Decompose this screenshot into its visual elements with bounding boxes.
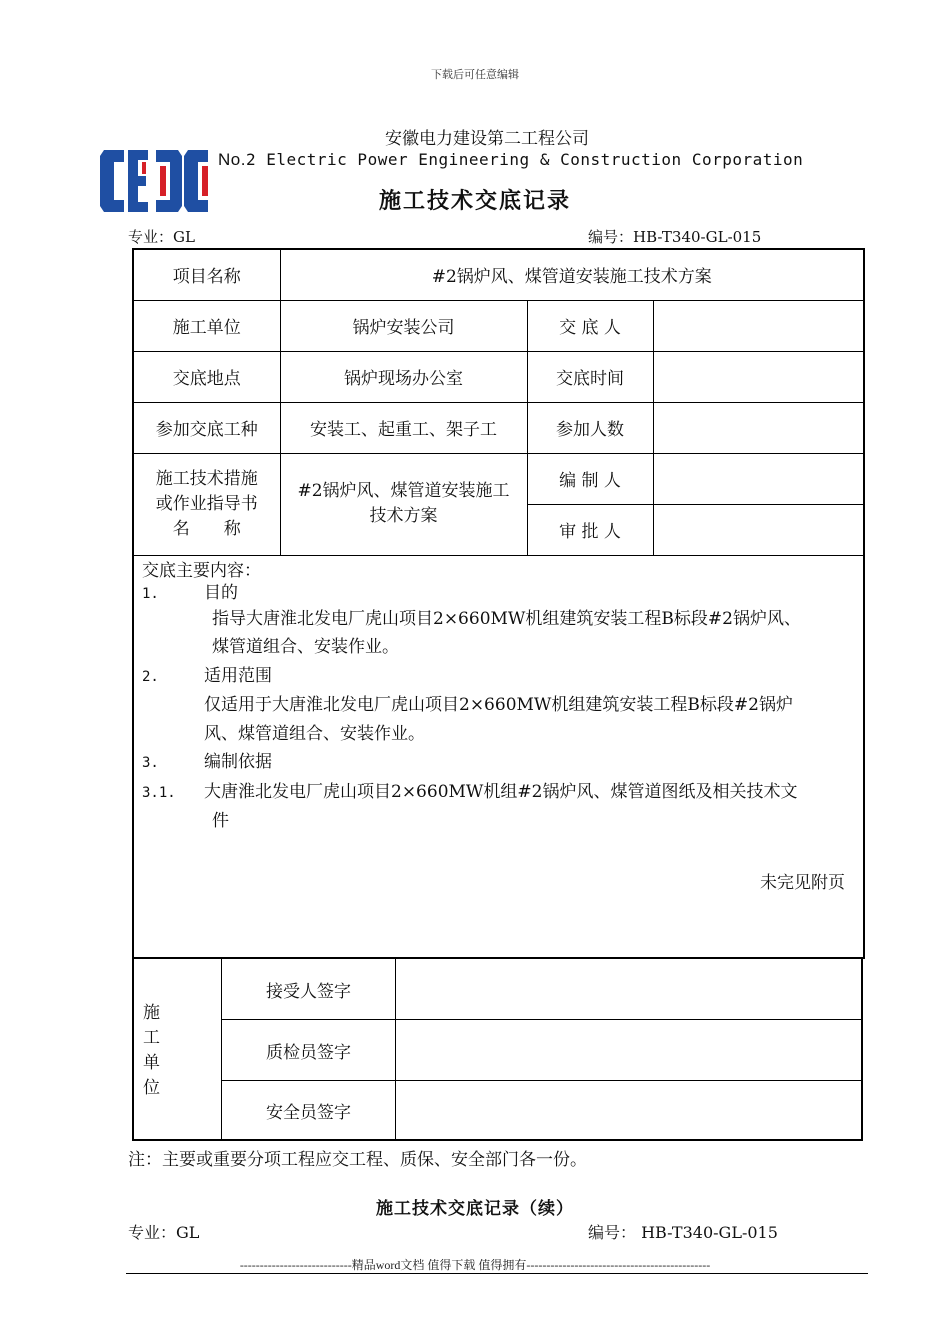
section-2-title: 适用范围: [204, 665, 272, 686]
time-field[interactable]: [653, 351, 864, 402]
row-unit: [133, 300, 864, 351]
document-code: 编号：HB-T340-GL-015: [588, 228, 762, 246]
editor-field[interactable]: [653, 453, 864, 504]
document-title: 施工技术交底记录: [378, 189, 571, 214]
safety-signature-label: 安全员签字: [222, 1081, 396, 1140]
footer-divider: [126, 1273, 868, 1274]
construction-unit-char-2: 工: [143, 1028, 160, 1048]
measure-label-line-2: 或作业指导书: [155, 493, 258, 514]
section-2-line-2: 风、煤管道组合、安装作业。: [204, 723, 425, 744]
continued-title: 施工技术交底记录（续）: [376, 1199, 574, 1219]
editor-label: 编 制 人: [527, 453, 653, 504]
receiver-signature-row: [222, 959, 863, 1020]
safety-signature-row: [222, 1081, 863, 1140]
approver-label: 审 批 人: [527, 504, 653, 555]
construction-unit-char-4: 位: [143, 1078, 160, 1098]
company-name-en-rest: 2 Electric Power Engineering & Construction Corporation: [245, 150, 804, 169]
footer-watermark: ----------------------------精品word文档 值得下载 值得拥有----------------------------------------------: [239, 1258, 711, 1272]
footnote: 注：主要或重要分项工程应交工程、质保、安全部门各一份。: [128, 1150, 587, 1170]
place-value: 锅炉现场办公室: [280, 351, 527, 402]
section-2-heading: [142, 662, 855, 692]
row-trades: [133, 402, 864, 453]
receiver-signature-label: 接受人签字: [222, 959, 396, 1019]
continued-note: 未完见附页: [760, 872, 846, 893]
row-place: [133, 351, 864, 402]
section-3-1-number: 3.1.: [142, 784, 176, 801]
main-content-cell: [133, 555, 864, 958]
measure-label: [133, 453, 280, 555]
trades-label: 参加交底工种: [133, 402, 280, 453]
unit-label: 施工单位: [133, 300, 280, 351]
section-2-number: 2.: [142, 668, 159, 685]
place-label: 交底地点: [133, 351, 280, 402]
section-1-line-2: 煤管道组合、安装作业。: [212, 637, 399, 657]
company-name-en-prefix: No.: [218, 150, 246, 169]
section-3-number: 3.: [142, 755, 159, 771]
presenter-field[interactable]: [653, 300, 864, 351]
presenter-label: 交 底 人: [527, 300, 653, 351]
count-label: 参加人数: [527, 402, 653, 453]
record-form-table: [132, 248, 865, 959]
section-1-heading: [142, 582, 855, 605]
signature-block: [132, 958, 863, 1141]
safety-signature-field[interactable]: [396, 1081, 863, 1140]
project-name-label: 项目名称: [133, 249, 280, 300]
row-project-name: [133, 249, 864, 300]
continued-specialty: 专业：GL: [128, 1223, 200, 1242]
measure-label-line-1: 施工技术措施: [155, 468, 258, 489]
project-name-value: #2锅炉风、煤管道安装施工技术方案: [280, 249, 864, 300]
top-note: 下载后可任意编辑: [431, 68, 519, 81]
count-field[interactable]: [653, 402, 864, 453]
construction-unit-text: [143, 1001, 163, 1101]
continued-code: 编号： HB-T340-GL-015: [588, 1223, 778, 1242]
unit-value: 锅炉安装公司: [280, 300, 527, 351]
section-3-1-text: 大唐淮北发电厂虎山项目2×660MW机组#2锅炉风、煤管道图纸及相关技术文: [204, 781, 798, 802]
section-3-1-line-1: [142, 778, 855, 808]
qc-signature-field[interactable]: [396, 1020, 863, 1080]
section-1-number: 1.: [142, 585, 159, 602]
company-name-en: [218, 150, 803, 170]
section-3-title: 编制依据: [204, 752, 272, 772]
content-heading: 交底主要内容：: [142, 560, 261, 581]
section-2-line-1: 仅适用于大唐淮北发电厂虎山项目2×660MW机组建筑安装工程B标段#2锅炉: [204, 695, 793, 715]
section-1-line-1: 指导大唐淮北发电厂虎山项目2×660MW机组建筑安装工程B标段#2锅炉风、: [212, 608, 801, 629]
section-3-heading: [142, 748, 855, 778]
receiver-signature-field[interactable]: [396, 959, 863, 1019]
section-1-title: 目的: [204, 582, 238, 603]
measure-value: #2锅炉风、煤管道安装施工技术方案: [280, 453, 527, 555]
construction-unit-char-1: 施: [143, 1003, 160, 1023]
construction-unit-label: [134, 959, 222, 1139]
specialty-label: 专业：GL: [128, 228, 195, 246]
qc-signature-label: 质检员签字: [222, 1020, 396, 1080]
time-label: 交底时间: [527, 351, 653, 402]
measure-label-line-3: 名 称: [172, 518, 241, 539]
section-3-1-line-2: 件: [212, 811, 229, 831]
row-measure-editor: [133, 453, 864, 504]
row-content: [133, 555, 864, 958]
construction-unit-char-3: 单: [143, 1053, 160, 1073]
approver-field[interactable]: [653, 504, 864, 555]
trades-value: 安装工、起重工、架子工: [280, 402, 527, 453]
company-name-cn: 安徽电力建设第二工程公司: [385, 129, 589, 149]
qc-signature-row: [222, 1020, 863, 1081]
